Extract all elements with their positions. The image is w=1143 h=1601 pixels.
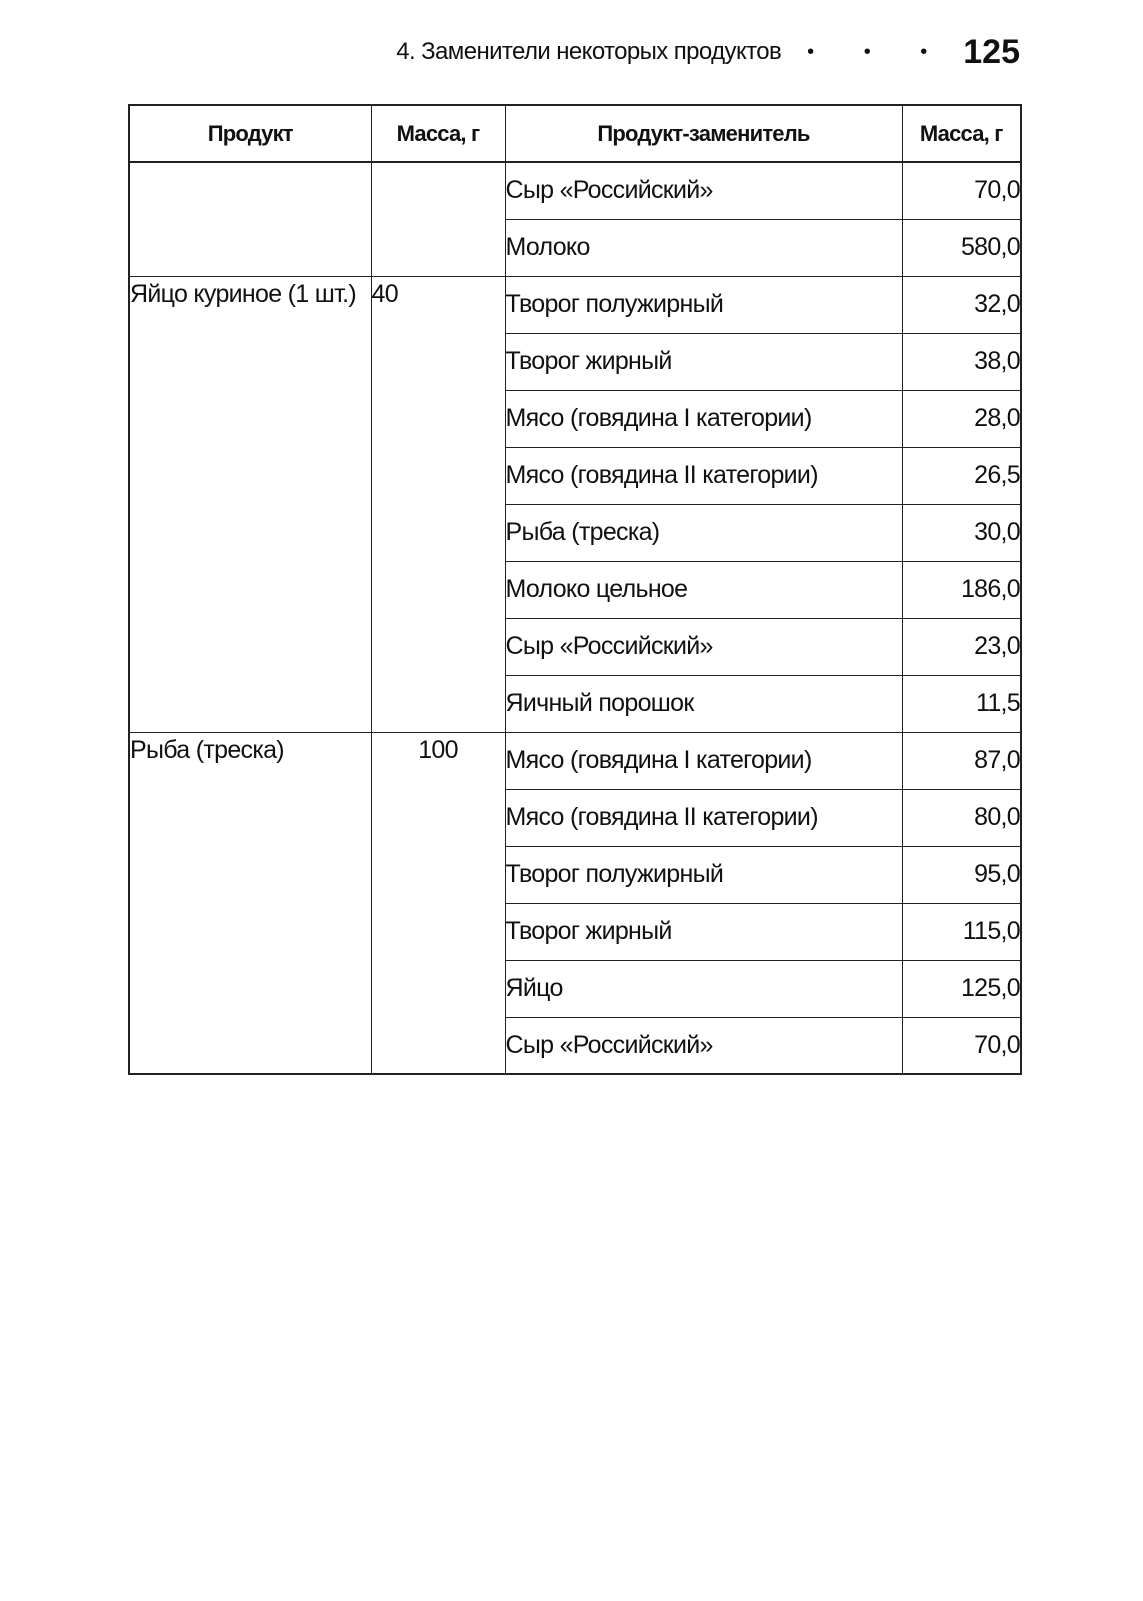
substitute-mass: 80,0 [902,789,1021,846]
substitute-mass: 186,0 [902,561,1021,618]
substitute-name: Яичный порошок [505,675,902,732]
substitute-mass: 115,0 [902,903,1021,960]
substitution-table [128,104,1022,1075]
substitute-mass: 38,0 [902,333,1021,390]
substitute-mass: 26,5 [902,447,1021,504]
page-number: 125 [963,32,1020,71]
substitute-mass: 70,0 [902,1017,1021,1074]
table-row [129,276,1021,333]
product-cell: Рыба (треска) [129,732,371,1074]
substitute-name: Мясо (говядина I категории) [505,732,902,789]
substitute-mass: 30,0 [902,504,1021,561]
substitute-name: Мясо (говядина I категории) [505,390,902,447]
substitute-name: Мясо (говядина II категории) [505,789,902,846]
column-header-product: Продукт [129,105,371,162]
header-dots: • • • [807,40,950,63]
substitute-name: Сыр «Российский» [505,618,902,675]
substitute-mass: 87,0 [902,732,1021,789]
column-header-substitute-mass: Масса, г [902,105,1021,162]
substitute-mass: 23,0 [902,618,1021,675]
column-header-mass: Масса, г [371,105,505,162]
product-cell [129,162,371,276]
substitute-name: Яйцо [505,960,902,1017]
substitute-name: Творог жирный [505,333,902,390]
substitute-mass: 32,0 [902,276,1021,333]
substitute-name: Молоко цельное [505,561,902,618]
mass-cell: 100 [371,732,505,1074]
column-header-substitute: Продукт-заменитель [505,105,902,162]
product-cell: Яйцо куриное (1 шт.) [129,276,371,732]
substitute-mass: 95,0 [902,846,1021,903]
substitute-name: Мясо (говядина II категории) [505,447,902,504]
substitute-name: Творог полужирный [505,276,902,333]
table-row [129,162,1021,219]
substitute-mass: 28,0 [902,390,1021,447]
chapter-title: 4. Заменители некоторых продуктов [396,38,782,65]
table-header-row [129,105,1021,162]
substitute-name: Творог полужирный [505,846,902,903]
substitute-name: Творог жирный [505,903,902,960]
substitute-name: Сыр «Российский» [505,1017,902,1074]
table-row [129,732,1021,789]
substitute-mass: 70,0 [902,162,1021,219]
running-header [360,30,1020,74]
substitute-mass: 580,0 [902,219,1021,276]
mass-cell [371,162,505,276]
substitute-name: Сыр «Российский» [505,162,902,219]
mass-cell: 40 [371,276,505,732]
substitute-name: Молоко [505,219,902,276]
substitute-mass: 125,0 [902,960,1021,1017]
substitute-name: Рыба (треска) [505,504,902,561]
substitute-mass: 11,5 [902,675,1021,732]
